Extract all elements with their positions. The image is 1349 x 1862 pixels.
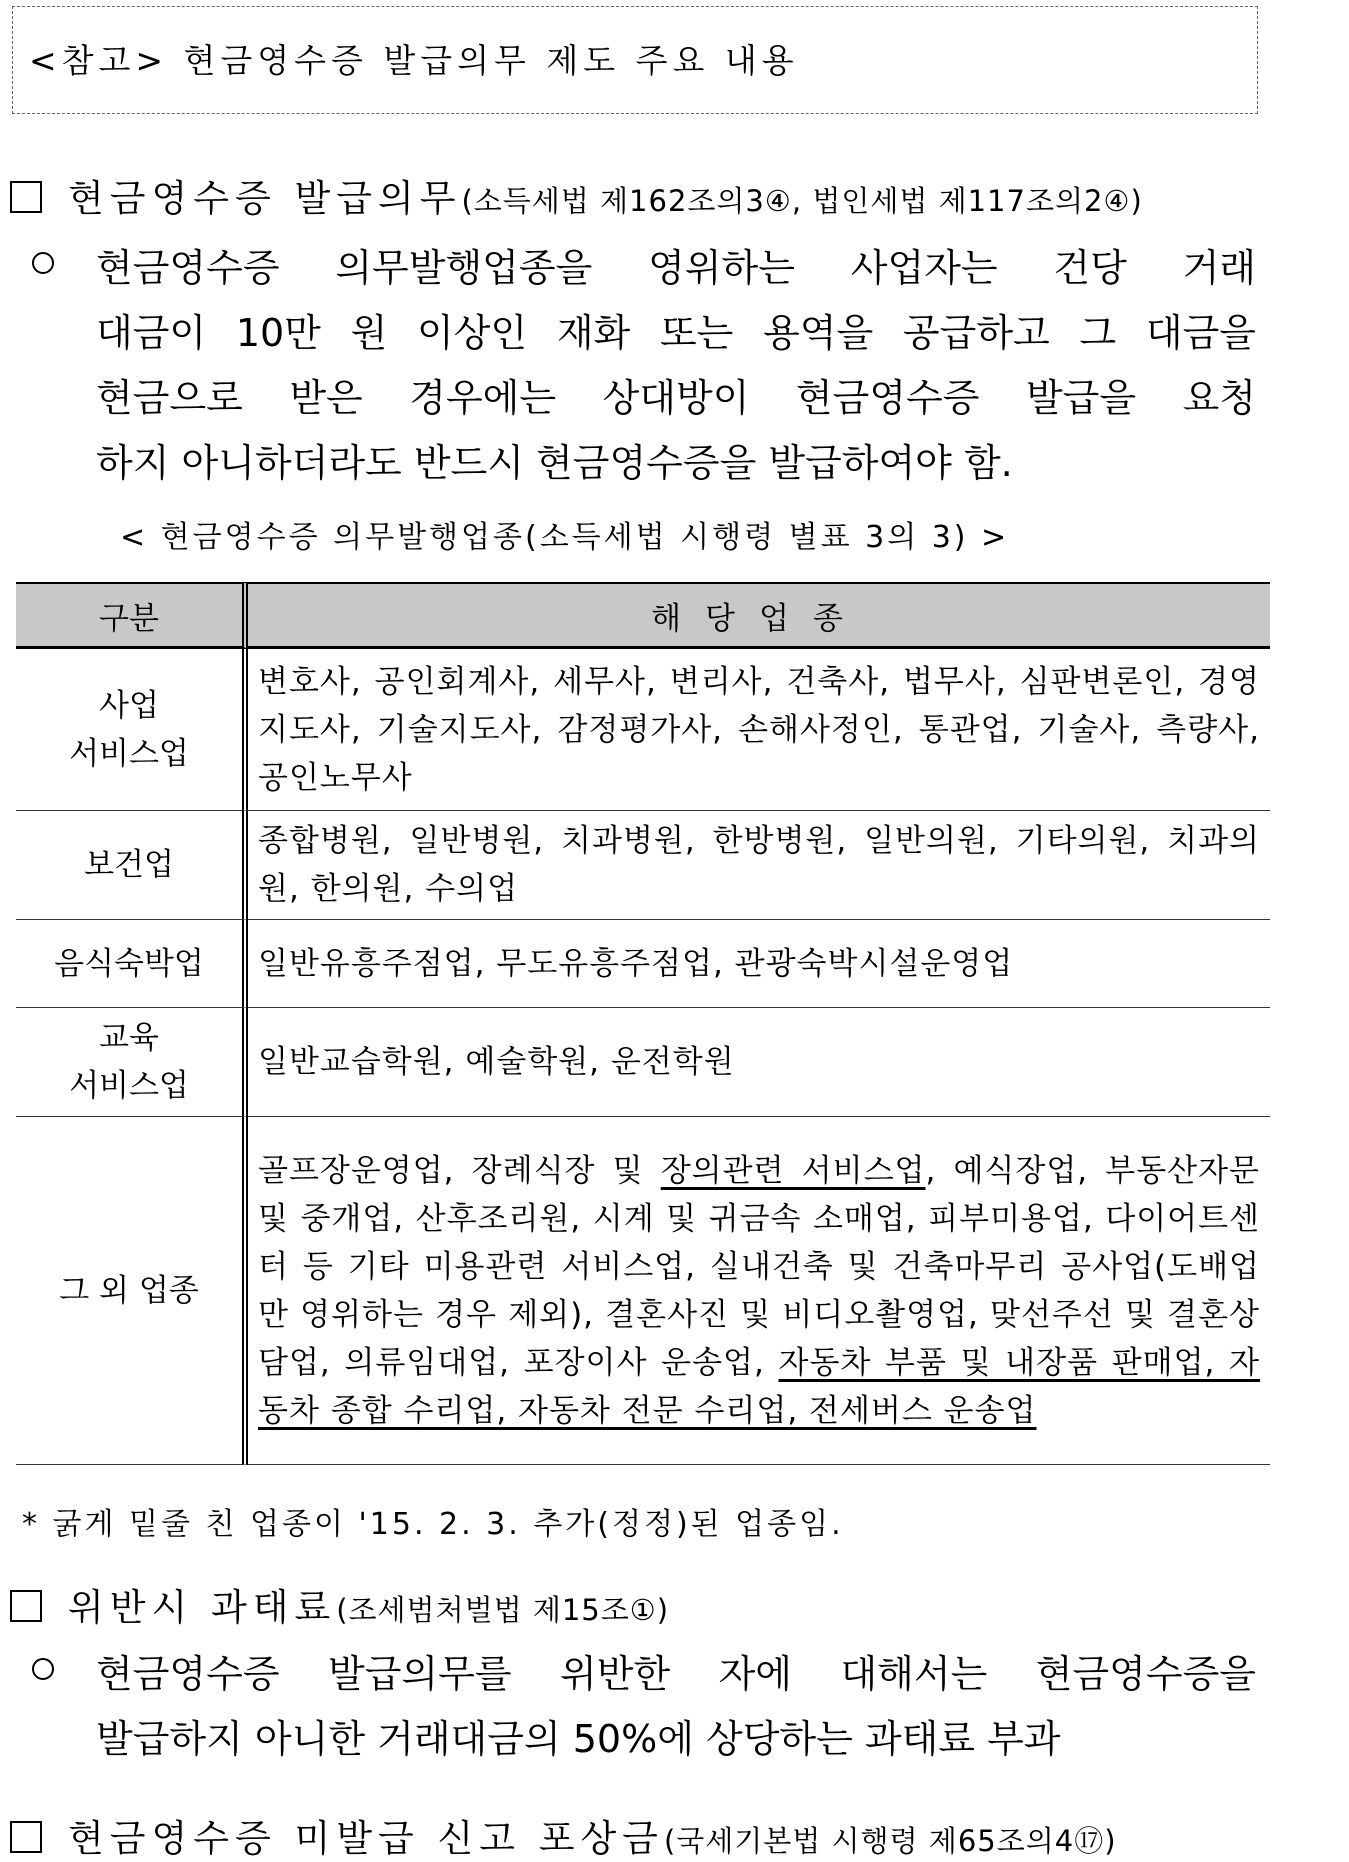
category-label: 그 외 업종 — [59, 1272, 199, 1309]
section-2-bullet-text — [96, 1642, 1256, 1772]
table-row — [16, 1008, 1270, 1117]
industries-text: 일반교습학원, 예술학원, 운전학원 — [258, 1044, 735, 1080]
industries-text-added: 자동차 부품 및 내장품 판매업, 자동차 종합 수리업, 자동차 전문 수리업, 전세버스 운송업 — [258, 1344, 1261, 1429]
header-category: 구분 — [16, 582, 248, 649]
industries-cell — [248, 1117, 1270, 1465]
industries-cell — [248, 811, 1270, 920]
reference-title: <참고> 현금영수증 발급의무 제도 주요 내용 — [29, 41, 799, 80]
section-3-ref: (국세기본법 시행령 제65조의4⑰) — [663, 1824, 1117, 1858]
industries-cell — [248, 920, 1270, 1008]
category-cell — [16, 1117, 248, 1465]
reference-box — [12, 6, 1258, 114]
section-2-bullet — [32, 1642, 1256, 1772]
footnote: * 굵게 밑줄 친 업종이 '15. 2. 3. 추가(정정)된 업종임. — [22, 1507, 844, 1542]
table-row — [16, 649, 1270, 811]
header-industries: 해당업종 — [248, 582, 1270, 649]
bullet-line: 현금영수증 의무발행업종을 영위하는 사업자는 건당 거래 — [96, 246, 1256, 290]
checkbox-square-icon — [10, 181, 42, 213]
industries-text: 일반유흥주점업, 무도유흥주점업, 관광숙박시설운영업 — [258, 945, 1014, 982]
circle-bullet-icon — [32, 252, 54, 274]
checkbox-square-icon — [10, 1821, 42, 1853]
bullet-line: 현금으로 받은 경우에는 상대방이 현금영수증 발급을 요청 — [96, 376, 1256, 420]
industries-cell — [248, 649, 1270, 811]
industries-text: , 예식장업, 부동산자문 및 중개업, 산후조리원, 시계 및 귀금속 소매업, 피부미용업, 다이어트센터 등 기타 미용관련 서비스업, 실내건축 및 건축마무리 공사업(도배업만 영위하는 경우 제외), 결혼사진 및 비디오촬영업, 맞선주선 및 결혼상담업, 의류임대업, 포장이사 운송업, — [258, 1152, 1261, 1381]
section-3-heading — [10, 1808, 1117, 1862]
category-cell — [16, 649, 248, 811]
table-header-row — [16, 582, 1270, 649]
category-label: 서비스업 — [69, 735, 189, 772]
checkbox-square-icon — [10, 1590, 42, 1622]
table-row — [16, 811, 1270, 920]
section-1-bullet — [32, 236, 1256, 496]
industries-text: 변호사, 공인회계사, 세무사, 변리사, 건축사, 법무사, 심판변론인, 경영지도사, 기술지도사, 감정평가사, 손해사정인, 통관업, 기술사, 측량사, 공인노무사 — [258, 663, 1260, 796]
category-label: 사업 — [99, 687, 159, 724]
industries-text: 골프장운영업, 장례식장 및 — [258, 1152, 661, 1189]
category-label: 음식숙박업 — [54, 945, 204, 982]
section-2-ref: (조세범처벌법 제15조①) — [336, 1593, 670, 1627]
industries-text: 종합병원, 일반병원, 치과병원, 한방병원, 일반의원, 기타의원, 치과의원, 한의원, 수의업 — [258, 823, 1260, 907]
bullet-line: 하지 아니하더라도 반드시 현금영수증을 발급하여야 함. — [96, 441, 1013, 485]
bullet-line: 현금영수증 발급의무를 위반한 자에 대해서는 현금영수증을 — [96, 1652, 1256, 1696]
category-label: 보건업 — [84, 847, 174, 883]
bullet-line: 대금이 10만 원 이상인 재화 또는 용역을 공급하고 그 대금을 — [96, 311, 1256, 355]
category-label: 교육 — [99, 1020, 159, 1056]
business-type-table — [16, 582, 1270, 1465]
category-cell — [16, 1008, 248, 1117]
table-row — [16, 920, 1270, 1008]
section-1-title: 현금영수증 발급의무 — [68, 177, 462, 220]
section-1-bullet-text — [96, 236, 1256, 496]
table-caption: < 현금영수증 의무발행업종(소득세법 시행령 별표 3의 3) > — [120, 520, 1010, 555]
section-2-title: 위반시 과태료 — [68, 1586, 337, 1629]
category-label: 서비스업 — [69, 1068, 189, 1104]
industries-text-added: 장의관련 서비스업 — [660, 1152, 926, 1189]
category-cell — [16, 811, 248, 920]
industries-cell — [248, 1008, 1270, 1117]
section-1-heading — [10, 168, 1143, 222]
section-1-ref: (소득세법 제162조의3④, 법인세법 제117조의2④) — [461, 184, 1143, 218]
section-3-title: 현금영수증 미발급 신고 포상금 — [68, 1817, 664, 1860]
table-row — [16, 1117, 1270, 1465]
category-cell — [16, 920, 248, 1008]
bullet-line: 발급하지 아니한 거래대금의 50%에 상당하는 과태료 부과 — [96, 1717, 1061, 1761]
circle-bullet-icon — [32, 1658, 54, 1680]
section-2-heading — [10, 1577, 669, 1631]
